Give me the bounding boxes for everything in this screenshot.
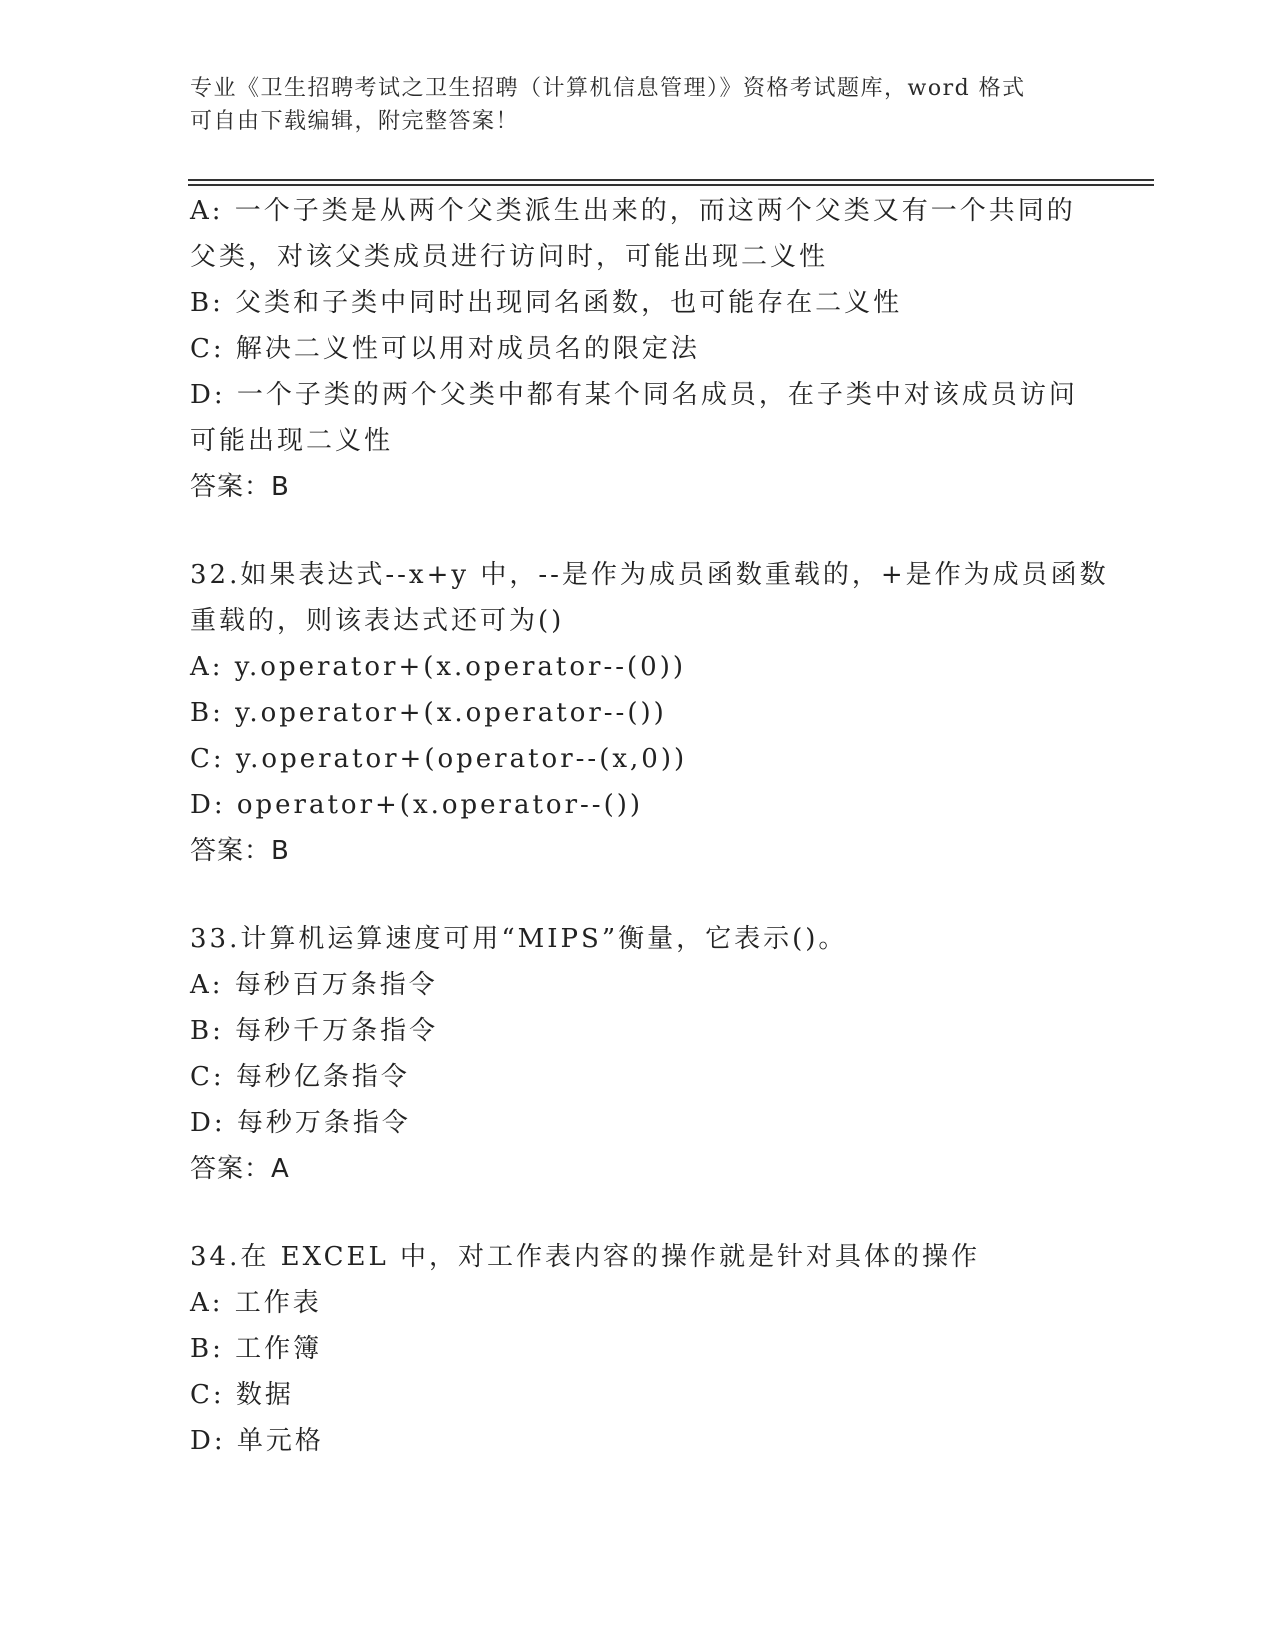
- question-list: [190, 188, 1109, 1464]
- question-34: [190, 1234, 1090, 1464]
- q34-option-a: A: 工作表: [190, 1288, 322, 1318]
- q31-option-b: B: 父类和子类中同时出现同名函数，也可能存在二义性: [190, 288, 903, 318]
- q32-answer: 答案：B: [190, 836, 290, 866]
- q31-option-c: C: 解决二义性可以用对成员名的限定法: [190, 334, 700, 364]
- q32-option-d: D: operator+(x.operator--()): [190, 790, 644, 820]
- q31-option-a-line-2: 父类，对该父类成员进行访问时，可能出现二义性: [190, 242, 829, 272]
- q31-option-d-line-1: D: 一个子类的两个父类中都有某个同名成员，在子类中对该成员访问: [190, 380, 1078, 410]
- question-gap: [190, 1192, 1090, 1234]
- header-divider-top: [188, 179, 1154, 181]
- q31-option-a-line-1: A: 一个子类是从两个父类派生出来的，而这两个父类又有一个共同的: [190, 196, 1076, 226]
- question-gap: [190, 510, 1090, 552]
- q32-stem-line-2: 重载的，则该表达式还可为(): [190, 606, 565, 636]
- header-title-line-2: 可自由下载编辑，附完整答案！: [190, 109, 520, 134]
- q33-option-a: A: 每秒百万条指令: [190, 970, 438, 1000]
- q32-option-c: C: y.operator+(operator--(x,0)): [190, 744, 688, 774]
- document-header: [190, 72, 1090, 138]
- q34-stem: 34.在 EXCEL 中，对工作表内容的操作就是针对具体的操作: [190, 1242, 981, 1272]
- q34-option-d: D: 单元格: [190, 1426, 324, 1456]
- q31-answer: 答案：B: [190, 472, 290, 502]
- q33-option-c: C: 每秒亿条指令: [190, 1062, 410, 1092]
- q32-option-a: A: y.operator+(x.operator--(0)): [190, 652, 686, 682]
- question-31: [190, 188, 1090, 510]
- q33-option-d: D: 每秒万条指令: [190, 1108, 411, 1138]
- q33-stem: 33.计算机运算速度可用“MIPS”衡量，它表示()。: [190, 924, 848, 954]
- question-gap: [190, 874, 1090, 916]
- q32-option-b: B: y.operator+(x.operator--()): [190, 698, 667, 728]
- q34-option-c: C: 数据: [190, 1380, 294, 1410]
- q33-option-b: B: 每秒千万条指令: [190, 1016, 439, 1046]
- header-divider-bottom: [188, 184, 1154, 186]
- q34-option-b: B: 工作簿: [190, 1334, 323, 1364]
- q33-answer: 答案：A: [190, 1154, 290, 1184]
- question-32: [190, 552, 1109, 874]
- question-33: [190, 916, 1090, 1192]
- q32-stem-line-1: 32.如果表达式--x+y 中，--是作为成员函数重载的，+是作为成员函数: [190, 560, 1109, 590]
- q31-option-d-line-2: 可能出现二义性: [190, 426, 394, 456]
- header-title-line-1: 专业《卫生招聘考试之卫生招聘（计算机信息管理）》资格考试题库，word 格式: [190, 76, 1026, 101]
